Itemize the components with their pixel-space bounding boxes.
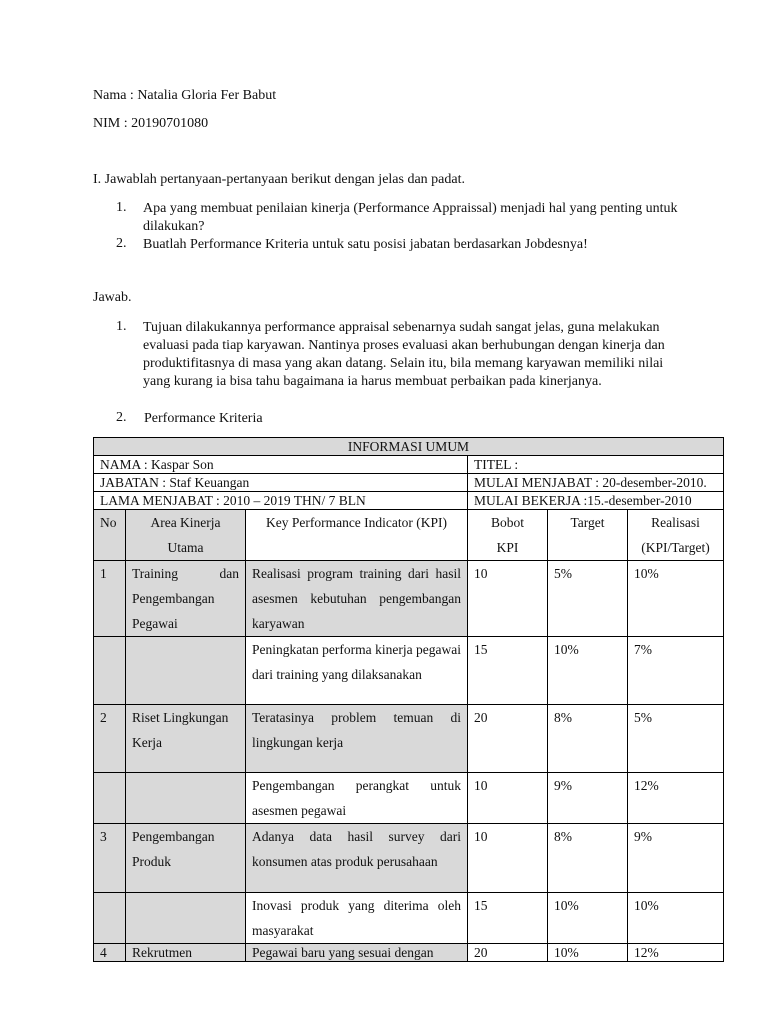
row-no: 4	[94, 944, 126, 962]
row-realisasi: 5%	[628, 705, 724, 773]
row-area: Pengembangan Produk	[126, 824, 246, 893]
row-no: 2	[94, 705, 126, 773]
row-no	[94, 637, 126, 705]
info-title-row	[94, 438, 724, 456]
list-number: 1.	[116, 319, 127, 334]
row-no: 1	[94, 561, 126, 637]
row-no	[94, 893, 126, 944]
table-row	[94, 944, 724, 962]
col-realisasi-line1: Realisasi	[651, 515, 700, 530]
col-bobot-line1: Bobot	[490, 515, 524, 530]
row-realisasi: 10%	[628, 893, 724, 944]
row-no	[94, 773, 126, 824]
info-lama-menjabat: LAMA MENJABAT : 2010 – 2019 THN/ 7 BLN	[94, 492, 468, 510]
row-bobot: 15	[468, 893, 548, 944]
row-kpi: Adanya data hasil survey dari konsumen atas produk perusahaan	[246, 824, 468, 893]
col-bobot	[468, 510, 548, 561]
col-target: Target	[548, 510, 628, 561]
question-text: Apa yang membuat penilaian kinerja (Performance Appraissal) menjadi hal yang penting untuk dilakukan?	[143, 201, 678, 234]
row-target: 10%	[548, 637, 628, 705]
col-kpi: Key Performance Indicator (KPI)	[246, 510, 468, 561]
row-realisasi: 12%	[628, 773, 724, 824]
info-mulai-menjabat: MULAI MENJABAT : 20-desember-2010.	[468, 474, 724, 492]
row-target: 9%	[548, 773, 628, 824]
info-row	[94, 456, 724, 474]
table-row	[94, 893, 724, 944]
row-kpi: Inovasi produk yang diterima oleh masyarakat	[246, 893, 468, 944]
row-realisasi: 10%	[628, 561, 724, 637]
row-no: 3	[94, 824, 126, 893]
table-row	[94, 561, 724, 637]
info-titel: TITEL :	[468, 456, 724, 474]
info-nama: NAMA : Kaspar Son	[94, 456, 468, 474]
row-area: Rekrutmen	[126, 944, 246, 962]
row-target: 8%	[548, 705, 628, 773]
row-area: Riset Lingkungan Kerja	[126, 705, 246, 773]
info-title: INFORMASI UMUM	[94, 438, 724, 456]
info-jabatan: JABATAN : Staf Keuangan	[94, 474, 468, 492]
row-target: 10%	[548, 944, 628, 962]
answer-label: Jawab.	[93, 290, 132, 305]
col-no: No	[94, 510, 126, 561]
table-row	[94, 773, 724, 824]
row-kpi: Peningkatan performa kinerja pegawai dari training yang dilaksanakan	[246, 637, 468, 705]
col-bobot-line2: KPI	[496, 540, 519, 555]
performance-criteria-table	[93, 437, 724, 962]
list-number: 2.	[116, 410, 127, 425]
row-area: Training dan Pengembangan Pegawai	[126, 561, 246, 637]
column-header-row	[94, 510, 724, 561]
col-area	[126, 510, 246, 561]
row-bobot: 10	[468, 561, 548, 637]
row-bobot: 20	[468, 944, 548, 962]
row-kpi: Teratasinya problem temuan di lingkungan kerja	[246, 705, 468, 773]
col-area-line2: Utama	[167, 540, 204, 555]
list-number: 2.	[116, 236, 127, 251]
question-text: Buatlah Performance Kriteria untuk satu posisi jabatan berdasarkan Jobdesnya!	[143, 237, 588, 252]
table-row	[94, 824, 724, 893]
answer-text: Performance Kriteria	[144, 411, 263, 426]
col-area-line1: Area Kinerja	[150, 515, 221, 530]
row-area	[126, 637, 246, 705]
table-row	[94, 637, 724, 705]
answer-text: Tujuan dilakukannya performance appraisal sebenarnya sudah sangat jelas, guna melakukan evaluasi pada tiap karyawan. Nantinya proses evaluasi akan berhubungan dengan kinerja dan produktifitasnya di masa yang akan datang. Selain itu, bila memang karyawan memiliki nilai yang kurang ia bisa tahu bagaimana ia harus membuat perbaikan pada kinerjanya.	[143, 320, 665, 389]
student-name: Nama : Natalia Gloria Fer Babut	[93, 88, 277, 103]
info-row	[94, 474, 724, 492]
row-bobot: 20	[468, 705, 548, 773]
list-number: 1.	[116, 200, 127, 215]
row-kpi: Pengembangan perangkat untuk asesmen pegawai	[246, 773, 468, 824]
col-realisasi-line2: (KPI/Target)	[641, 540, 710, 555]
row-bobot: 15	[468, 637, 548, 705]
row-bobot: 10	[468, 824, 548, 893]
section-title: I. Jawablah pertanyaan-pertanyaan berikut dengan jelas dan padat.	[93, 172, 465, 187]
row-realisasi: 12%	[628, 944, 724, 962]
row-area	[126, 893, 246, 944]
row-kpi: Realisasi program training dari hasil asesmen kebutuhan pengembangan karyawan	[246, 561, 468, 637]
col-realisasi	[628, 510, 724, 561]
row-bobot: 10	[468, 773, 548, 824]
row-target: 10%	[548, 893, 628, 944]
info-row	[94, 492, 724, 510]
row-area	[126, 773, 246, 824]
row-target: 8%	[548, 824, 628, 893]
info-mulai-bekerja: MULAI BEKERJA :15.-desember-2010	[468, 492, 724, 510]
row-kpi: Pegawai baru yang sesuai dengan	[246, 944, 468, 962]
row-realisasi: 7%	[628, 637, 724, 705]
row-realisasi: 9%	[628, 824, 724, 893]
table-row	[94, 705, 724, 773]
student-nim: NIM : 20190701080	[93, 116, 209, 131]
row-target: 5%	[548, 561, 628, 637]
